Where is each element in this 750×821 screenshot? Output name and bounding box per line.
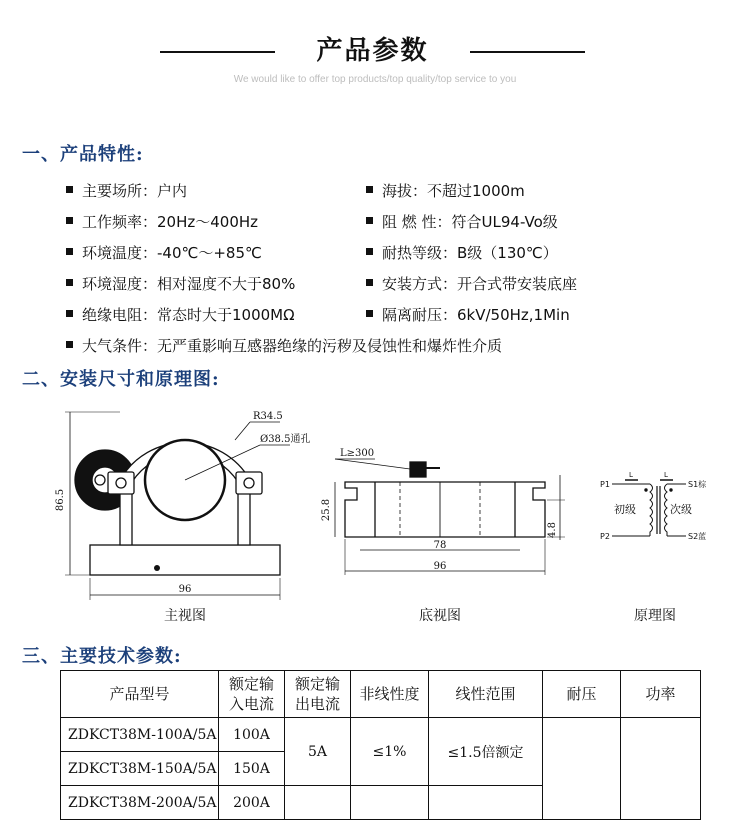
table-header-row	[61, 671, 701, 718]
feature-item: 环境温度：-40℃～+85℃	[66, 242, 262, 263]
p1-label: P1	[600, 480, 610, 489]
cell-power	[621, 718, 701, 820]
polarity-dot	[154, 565, 160, 571]
l2-label: L	[664, 471, 668, 479]
cell-nonlinearity: ≤1%	[351, 718, 429, 786]
schematic-drawing	[598, 468, 718, 548]
table-row	[61, 718, 701, 752]
primary-coil	[650, 484, 653, 536]
cell-output: 5A	[285, 718, 351, 786]
bullet-icon	[366, 310, 373, 317]
bottom-view-drawing	[315, 445, 580, 585]
feature-item: 工作频率：20Hz～400Hz	[66, 211, 258, 232]
spec-table	[60, 670, 701, 820]
cell-input: 200A	[219, 786, 285, 820]
lead-wire-block	[410, 462, 426, 477]
section-title-specs: 三、主要技术参数:	[22, 646, 182, 667]
clamp-ear-left	[108, 472, 134, 494]
header-power: 功率	[621, 671, 701, 718]
header-divider-left	[160, 51, 275, 53]
side-label: 4.8	[547, 522, 558, 538]
feature-item: 隔离耐压：6kV/50Hz,1Min	[366, 304, 570, 325]
bullet-icon	[366, 248, 373, 255]
hole-label: Ø38.5通孔	[260, 434, 310, 445]
height-label: 25.8	[321, 498, 332, 522]
schematic-caption: 原理图	[634, 608, 676, 624]
bullet-icon	[66, 341, 73, 348]
feature-item: 海拔：不超过1000m	[366, 180, 525, 201]
header-linear-range: 线性范围	[429, 671, 543, 718]
base-plate	[90, 545, 280, 575]
width-label: 96	[178, 584, 192, 595]
s2-label: S2蓝	[688, 532, 707, 541]
inner-width-label: 78	[433, 540, 447, 551]
primary-label: 初级	[614, 503, 636, 516]
cell-input: 150A	[219, 752, 285, 786]
feature-item: 耐热等级：B级（130℃）	[366, 242, 558, 263]
secondary-coil	[665, 484, 668, 536]
cell-model: ZDKCT38M-100A/5A	[61, 718, 219, 752]
polarity-dot	[670, 489, 672, 491]
clamp-ear-right	[236, 472, 262, 494]
radius-label: R34.5	[253, 411, 283, 422]
cell-nonlinearity-empty	[351, 786, 429, 820]
header-nonlinearity: 非线性度	[351, 671, 429, 718]
header-input-current: 额定输 入电流	[219, 671, 285, 718]
bullet-icon	[66, 248, 73, 255]
polarity-dot	[645, 489, 647, 491]
cell-output-empty	[285, 786, 351, 820]
feature-item: 主要场所：户内	[66, 180, 187, 201]
l1-label: L	[629, 471, 633, 479]
cell-input: 100A	[219, 718, 285, 752]
cell-model: ZDKCT38M-200A/5A	[61, 786, 219, 820]
section-title-dimensions: 二、安装尺寸和原理图:	[22, 369, 220, 390]
lead-length-label: L≥300	[340, 448, 375, 459]
section-title-features: 一、产品特性:	[22, 144, 144, 165]
bullet-icon	[366, 279, 373, 286]
header-output-current: 额定输 出电流	[285, 671, 351, 718]
page-title: 产品参数	[316, 36, 429, 66]
bullet-icon	[66, 310, 73, 317]
header-model: 产品型号	[61, 671, 219, 718]
header-divider-right	[470, 51, 585, 53]
bullet-icon	[366, 217, 373, 224]
bullet-icon	[366, 186, 373, 193]
bullet-icon	[66, 279, 73, 286]
bullet-icon	[66, 217, 73, 224]
cable-wheel-pin	[95, 475, 105, 485]
secondary-label: 次级	[670, 503, 692, 516]
bottom-view-caption: 底视图	[419, 608, 461, 624]
leader-line	[335, 459, 410, 469]
feature-item: 阻 燃 性：符合UL94-Vo级	[366, 211, 558, 232]
front-view-caption: 主视图	[164, 608, 206, 624]
cell-linear-range-empty	[429, 786, 543, 820]
bullet-icon	[66, 186, 73, 193]
s1-label: S1棕	[688, 480, 707, 489]
feature-item-full: 大气条件：无严重影响互感器绝缘的污秽及侵蚀性和爆炸性介质	[66, 335, 502, 356]
header-withstand-voltage: 耐压	[543, 671, 621, 718]
width-label: 96	[433, 561, 447, 572]
cell-linear-range: ≤1.5倍额定	[429, 718, 543, 786]
page-subtitle: We would like to offer top products/top quality/top service to you	[233, 74, 517, 85]
cell-model: ZDKCT38M-150A/5A	[61, 752, 219, 786]
feature-item: 绝缘电阻：常态时大于1000MΩ	[66, 304, 295, 325]
p2-label: P2	[600, 532, 610, 541]
feature-item: 安装方式：开合式带安装底座	[366, 273, 577, 294]
feature-item: 环境湿度：相对湿度不大于80%	[66, 273, 295, 294]
cell-withstand	[543, 718, 621, 820]
height-label: 86.5	[55, 488, 66, 512]
front-view-drawing	[45, 400, 310, 605]
leader-line	[235, 422, 250, 440]
